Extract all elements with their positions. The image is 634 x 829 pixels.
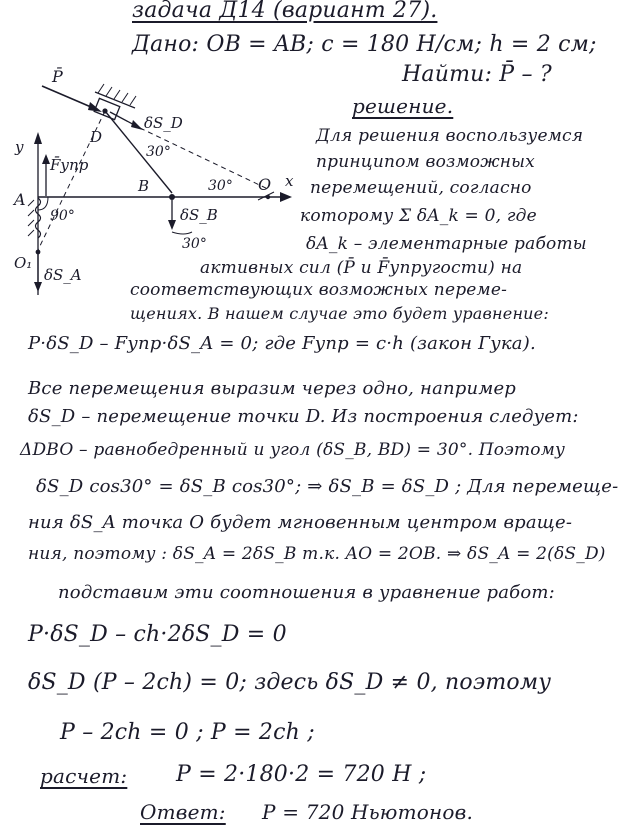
- spring-hatching: [28, 200, 34, 236]
- solution-line: δS_D cos30° = δS_B cos30°; ⇒ δS_B = δS_D ; Для перемеще-: [36, 476, 619, 497]
- solution-line: δA_k – элементарные работы: [306, 234, 587, 254]
- solution-line: активных сил (P̄ и F̄упругости) на: [200, 258, 523, 278]
- label-D: D: [90, 128, 103, 146]
- solution-line: P·δS_D – Fупр·δS_A = 0; где Fупр = c·h (закон Гука).: [28, 333, 536, 354]
- problem-title: задача Д14 (вариант 27).: [132, 0, 438, 23]
- answer-value: P = 720 Ньютонов.: [262, 800, 474, 824]
- pivot-O: [266, 195, 270, 199]
- guide-rail: [95, 92, 135, 108]
- label-P: P̄: [52, 67, 63, 86]
- solution-line: Все перемещения выразим через одно, например: [28, 378, 517, 399]
- label-Fupr: F̄упр: [50, 156, 89, 174]
- find-statement: Найти: P̄ – ?: [402, 62, 552, 87]
- solution-line: принципом возможных: [316, 152, 535, 172]
- calc-result: P = 2·180·2 = 720 Н ;: [176, 762, 427, 787]
- solution-line: δS_D (P – 2ch) = 0; здесь δS_D ≠ 0, поэтому: [28, 670, 552, 695]
- label-O1: O₁: [14, 254, 33, 272]
- solution-heading: решение.: [352, 94, 454, 118]
- label-dSB: δS_B: [180, 206, 218, 224]
- label-O: O: [258, 175, 272, 194]
- solution-line: ния δS_A точка O будет мгновенным центром враще-: [28, 512, 573, 533]
- solution-line: P – 2ch = 0 ; P = 2ch ;: [60, 720, 315, 745]
- label-angle-O: 30°: [208, 178, 233, 194]
- solution-line: Для решения воспользуемся: [316, 126, 584, 146]
- label-y: y: [15, 138, 24, 156]
- given-conditions: Дано: OB = AB; c = 180 Н/см; h = 2 см;: [132, 32, 597, 57]
- solution-line: перемещений, согласно: [310, 178, 532, 198]
- guide-hatching: [98, 84, 136, 105]
- solution-line: которому Σ δA_k = 0, где: [300, 206, 537, 226]
- calc-label: расчет:: [40, 764, 128, 788]
- label-B: B: [138, 177, 150, 195]
- label-angle-top: 30°: [146, 144, 171, 160]
- label-angle-A: 90°: [50, 208, 75, 224]
- label-x: x: [285, 172, 294, 190]
- answer-label: Ответ:: [140, 800, 226, 824]
- solution-line: соответствующих возможных переме-: [130, 280, 508, 300]
- joint-B: [169, 194, 175, 200]
- solution-line: щениях. В нашем случае это будет уравнение:: [130, 304, 549, 323]
- solution-line: P·δS_D – ch·2δS_D = 0: [28, 622, 287, 647]
- solution-line: ΔDBO – равнобедренный и угол (δS_B, BD) = 30°. Поэтому: [20, 440, 566, 460]
- label-dSA: δS_A: [44, 266, 82, 284]
- label-dSD: δS_D: [144, 114, 183, 132]
- label-A: A: [14, 190, 26, 209]
- force-P-arrowhead: [88, 102, 102, 112]
- solution-line: δS_D – перемещение точки D. Из построения следует:: [28, 406, 579, 427]
- label-angle-B: 30°: [182, 236, 207, 252]
- point-O1: [36, 250, 41, 255]
- solution-line: подставим эти соотношения в уравнение работ:: [58, 582, 555, 603]
- solution-line: ния, поэтому : δS_A = 2δS_B т.к. AO = 2OB. ⇒ δS_A = 2(δS_D): [28, 544, 606, 564]
